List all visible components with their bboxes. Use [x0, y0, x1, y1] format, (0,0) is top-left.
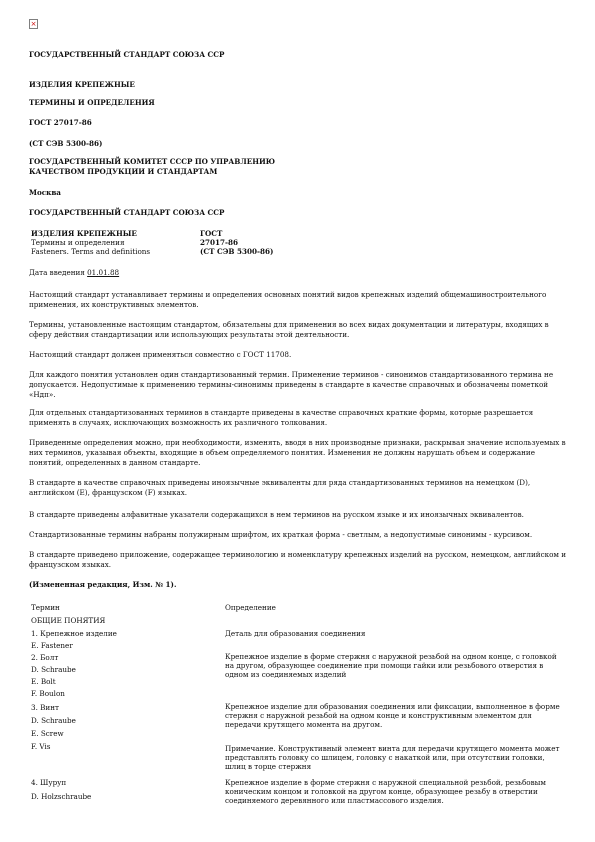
term-line: E. Fastener: [31, 641, 73, 650]
committee-line-1: ГОСУДАРСТВЕННЫЙ КОМИТЕТ СССР ПО УПРАВЛЕНИЮ: [29, 157, 276, 166]
paragraph: Приведенные определения можно, при необходимости, изменять, вводя в них производные признаки, раскрывая значение используемых в них терминов, указывая объекты, входящие в объем определяемого понятия. Изменения не должны нарушать объем и содержание понятий, определенных в данном стандарте.: [29, 438, 566, 467]
title-block-right-2: 27017-86: [200, 238, 238, 247]
term-line: E. Bolt: [31, 677, 56, 686]
paragraph: Для отдельных стандартизованных терминов в стандарте приведены в качестве справочных краткие формы, которые разрешается применять в случаях, исключающих возможность их различного толкования.: [29, 408, 534, 427]
column-header-definition: Определение: [225, 603, 276, 612]
column-header-term: Термин: [31, 603, 60, 612]
title-block-left-2: Термины и определения: [31, 238, 125, 247]
intro-date: [29, 268, 119, 277]
definition: Крепежное изделие в форме стержня с наружной специальной резьбой, резьбовым коническим концом и головкой на другом конце, образующее резьбу в отверстии соединяемого деревянного или пластмассового изделия.: [225, 778, 546, 805]
subject-heading: ИЗДЕЛИЯ КРЕПЕЖНЫЕ: [29, 80, 135, 89]
paragraph: Настоящий стандарт устанавливает термины и определения основных понятий видов крепежных изделий общемашиностроительного применения, их конструктивных элементов.: [29, 290, 547, 309]
standard-title-repeat: ГОСУДАРСТВЕННЫЙ СТАНДАРТ СОЮЗА ССР: [29, 208, 225, 217]
term-line: E. Screw: [31, 729, 64, 738]
gost-number: ГОСТ 27017-86: [29, 118, 92, 127]
paragraph: Настоящий стандарт должен применяться совместно с ГОСТ 11708.: [29, 350, 292, 359]
term-line: 3. Винт: [31, 703, 59, 712]
standard-title: ГОСУДАРСТВЕННЫЙ СТАНДАРТ СОЮЗА ССР: [29, 50, 225, 59]
title-block-right-3: (СТ СЭВ 5300-86): [200, 247, 274, 256]
city: Москва: [29, 188, 61, 197]
paragraph: В стандарте в качестве справочных приведены иноязычные эквиваленты для ряда стандартизованных терминов на немецком (D), английском (Е), французском (F) языках.: [29, 478, 531, 497]
term-line: F. Boulon: [31, 689, 65, 698]
term-line: 2. Болт: [31, 653, 59, 662]
term-line: 1. Крепежное изделие: [31, 629, 117, 638]
definition: Деталь для образования соединения: [225, 629, 366, 638]
definition-note: Примечание. Конструктивный элемент винта для передачи крутящего момента может представлять головку со шлицем, головку с накаткой или, при отсутствии головки, шлиц в торце стержня: [225, 744, 560, 771]
paragraph: Стандартизованные термины набраны полужирным шрифтом, их краткая форма - светлым, а недопустимые синонимы - курсивом.: [29, 530, 533, 539]
term-line: F. Vis: [31, 742, 51, 751]
term-line: D. Holzschraube: [31, 792, 92, 801]
intro-date-label: Дата введения: [29, 268, 88, 277]
paragraph: В стандарте приведено приложение, содержащее терминологию и номенклатуру крепежных изделий на русском, немецком, английском и французском языках.: [29, 550, 567, 569]
term-line: 4. Шуруп: [31, 778, 67, 787]
broken-image-icon: ×: [30, 20, 37, 28]
committee-line-2: КАЧЕСТВОМ ПРОДУКЦИИ И СТАНДАРТАМ: [29, 167, 218, 176]
paragraph: Для каждого понятия установлен один стандартизованный термин. Применение терминов - синонимов стандартизованного термина не допускается. Недопустимые к применению термины-синонимы приведены в стандарте в качестве справочных и обозначены пометкой «Ндп».: [29, 370, 554, 399]
section-heading: ОБЩИЕ ПОНЯТИЯ: [31, 616, 106, 625]
paragraph: Термины, установленные настоящим стандартом, обязательны для применения во всех видах документации и литературы, входящих в сферу действия стандартизации или использующих результаты этой деятельности.: [29, 320, 549, 339]
term-line: D. Schraube: [31, 716, 76, 725]
title-block-left-1: ИЗДЕЛИЯ КРЕПЕЖНЫЕ: [31, 229, 137, 238]
definition: Крепежное изделие для образования соединения или фиксации, выполненное в форме стержня с наружной резьбой на одном конце и конструктивным элементом для передачи крутящего момента на другом.: [225, 702, 560, 729]
intro-date-value: 01.01.88: [87, 268, 120, 277]
paragraph: В стандарте приведены алфавитные указатели содержащихся в нем терминов на русском языке и их иноязычных эквивалентов.: [29, 510, 524, 519]
st-sev-number: (СТ СЭВ 5300-86): [29, 139, 103, 148]
change-note: (Измененная редакция, Изм. № 1).: [29, 580, 177, 589]
definition: Крепежное изделие в форме стержня с наружной резьбой на одном конце, с головкой на другом, образующее соединение при помощи гайки или резьбового отверстия в одном из соединяемых изделий: [225, 652, 557, 679]
subtitle-heading: ТЕРМИНЫ И ОПРЕДЕЛЕНИЯ: [29, 98, 155, 107]
title-block-right-1: ГОСТ: [200, 229, 223, 238]
term-line: D. Schraube: [31, 665, 76, 674]
title-block-left-3: Fasteners. Terms and definitions: [31, 247, 151, 256]
